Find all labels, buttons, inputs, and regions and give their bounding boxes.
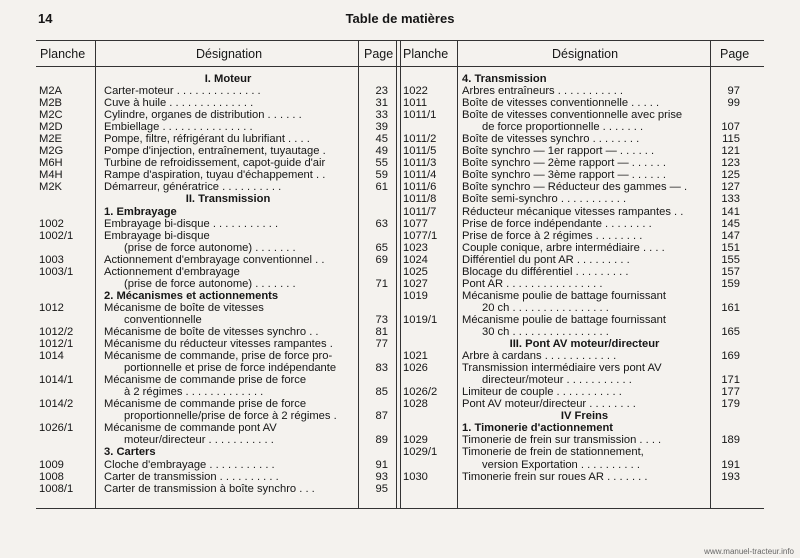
page-ref: 71 (375, 277, 388, 290)
designation-text: Mécanisme de boîte de vitesses (104, 301, 264, 314)
section-heading: III. Pont AV moteur/directeur (509, 338, 660, 351)
page-ref: 147 (721, 229, 740, 242)
designation-text: Couple conique, arbre intermédiaire . . . . (462, 241, 665, 254)
designation-text: de force proportionnelle . . . . . . . (482, 121, 644, 134)
designation-text: Arbres entraîneurs . . . . . . . . . . . (462, 85, 624, 98)
designation-text: Boîte synchro — 2ème rapport — . . . . . . (462, 157, 666, 170)
planche-code: 1019 (403, 289, 428, 302)
planche-code: M2D (39, 121, 63, 134)
designation-text: Pont AV moteur/directeur . . . . . . . . (462, 398, 636, 411)
planche-code: 1003/1 (39, 265, 74, 278)
designation-text: Mécanisme de commande prise de force (104, 374, 307, 387)
page-ref: 191 (721, 458, 740, 471)
planche-code: 1019/1 (403, 313, 438, 326)
planche-code: 1077 (403, 217, 428, 230)
page-ref: 65 (375, 241, 388, 254)
planche-code: 1024 (403, 253, 428, 266)
designation-text: Cylindre, organes de distribution . . . . . . (104, 109, 302, 122)
designation-text: Boîte de vitesses conventionnelle avec prise (462, 109, 683, 122)
designation-text: Pompe, filtre, réfrigérant du lubrifiant . . . . (104, 133, 310, 146)
designation-text: Arbre à cardans . . . . . . . . . . . . (462, 350, 617, 363)
designation-text: Embiellage . . . . . . . . . . . . . . . (104, 121, 253, 134)
page-ref: 49 (375, 145, 388, 158)
designation-text: 20 ch . . . . . . . . . . . . . . . . (482, 301, 609, 314)
subsection-heading: 2. Mécanismes et actionnements (104, 289, 279, 302)
planche-code: 1003 (39, 253, 64, 266)
column-divider (396, 40, 397, 508)
page-number: 14 (38, 11, 53, 26)
page-ref: 133 (721, 193, 740, 206)
page-ref: 87 (375, 410, 388, 423)
planche-code: 1023 (403, 241, 428, 254)
planche-code: 1027 (403, 277, 428, 290)
subsection-heading: 3. Carters (104, 446, 156, 459)
page-ref: 99 (727, 97, 740, 110)
planche-code: M2C (39, 109, 63, 122)
designation-text: Cuve à huile . . . . . . . . . . . . . . (104, 97, 254, 110)
page-ref: 85 (375, 386, 388, 399)
page-ref: 179 (721, 398, 740, 411)
designation-text: version Exportation . . . . . . . . . . (482, 458, 640, 471)
planche-code: 1011/2 (403, 133, 437, 146)
designation-text: Prise de force à 2 régimes . . . . . . . . (462, 229, 643, 242)
header-designation-right: Désignation (552, 47, 619, 61)
page-title: Table de matières (345, 11, 455, 26)
page-ref: 125 (721, 169, 740, 182)
planche-code: 1014/1 (39, 374, 74, 387)
designation-text: Carter de transmission . . . . . . . . . . (104, 470, 279, 483)
designation-text: Pompe d'injection, entraînement, tuyautage . (104, 145, 326, 158)
planche-code: M2B (39, 97, 63, 110)
subsection-heading: 1. Embrayage (104, 205, 177, 218)
header-designation-left: Désignation (196, 47, 263, 61)
page-ref: 63 (375, 217, 388, 230)
planche-code: 1014/2 (39, 398, 74, 411)
planche-code: 1011/6 (403, 181, 437, 194)
designation-text: Prise de force indépendante . . . . . . . . (462, 217, 652, 230)
page-ref: 59 (375, 169, 388, 182)
designation-text: Carter de transmission à boîte synchro . . . (104, 482, 315, 495)
page-ref: 81 (375, 325, 388, 338)
planche-code: M2E (39, 133, 63, 146)
designation-text: (prise de force autonome) . . . . . . . (124, 241, 296, 254)
page-ref: 121 (721, 145, 740, 158)
designation-text: Timonerie frein sur roues AR . . . . . . . (462, 470, 648, 483)
designation-text: Mécanisme de boîte de vitesses synchro . . (104, 325, 319, 338)
page-ref: 23 (375, 85, 388, 98)
designation-text: (prise de force autonome) . . . . . . . (124, 277, 296, 290)
designation-text: à 2 régimes . . . . . . . . . . . . . (124, 386, 264, 399)
website-watermark: www.manuel-tracteur.info (704, 547, 794, 556)
planche-code: 1011/5 (403, 145, 437, 158)
planche-code: 1026 (403, 362, 428, 375)
planche-code: 1012 (39, 301, 64, 314)
page-ref: 55 (375, 157, 388, 170)
page-ref: 95 (375, 482, 388, 495)
page-ref: 91 (375, 458, 388, 471)
planche-code: 1014 (39, 350, 64, 363)
page-ref: 73 (375, 313, 388, 326)
planche-code: 1011/4 (403, 169, 437, 182)
designation-text: Rampe d'aspiration, tuyau d'échappement . . (104, 169, 326, 182)
planche-code: 1029 (403, 434, 428, 447)
page-ref: 165 (721, 325, 740, 338)
planche-code: M6H (39, 157, 63, 170)
planche-code: M2A (39, 85, 63, 98)
planche-code: 1011/3 (403, 157, 437, 170)
designation-text: conventionnelle (124, 313, 202, 326)
designation-text: proportionnelle/prise de force à 2 régimes . (124, 410, 337, 423)
page-ref: 157 (721, 265, 740, 278)
designation-text: Différentiel du pont AR . . . . . . . . . (462, 253, 630, 266)
column-divider (457, 40, 458, 508)
page-ref: 89 (375, 434, 388, 447)
page-ref: 69 (375, 253, 388, 266)
planche-code: 1008 (39, 470, 64, 483)
subsection-heading: 4. Transmission (462, 73, 547, 85)
designation-text: Limiteur de couple . . . . . . . . . . . (462, 386, 622, 399)
designation-text: portionnelle et prise de force indépendante (124, 362, 337, 375)
designation-text: Boîte de vitesses synchro . . . . . . . . (462, 133, 640, 146)
planche-code: 1011/8 (403, 193, 437, 206)
designation-text: Boîte de vitesses conventionnelle . . . . . (462, 97, 660, 110)
page-ref: 127 (721, 181, 740, 194)
planche-code: 1022 (403, 85, 428, 98)
planche-code: 1030 (403, 470, 428, 483)
header-page-right: Page (720, 47, 750, 61)
designation-text: Turbine de refroidissement, capot-guide d'air (104, 157, 326, 170)
planche-code: 1011/7 (403, 205, 437, 218)
page-ref: 177 (721, 386, 740, 399)
designation-text: Mécanisme de commande pont AV (104, 422, 277, 435)
header-planche-right: Planche (403, 47, 449, 61)
page-ref: 161 (721, 301, 740, 314)
planche-code: 1029/1 (403, 446, 438, 459)
planche-code: M2G (39, 145, 64, 158)
table-bottom-rule (36, 508, 764, 509)
designation-text: Réducteur mécanique vitesses rampantes . . (462, 205, 684, 218)
designation-text: Blocage du différentiel . . . . . . . . . (462, 265, 629, 278)
page-ref: 39 (375, 121, 388, 134)
designation-text: Boîte synchro — Réducteur des gammes — . (462, 181, 688, 194)
page-ref: 151 (721, 241, 740, 254)
page-ref: 93 (375, 470, 388, 483)
designation-text: Boîte semi-synchro . . . . . . . . . . . (462, 193, 627, 206)
page-ref: 159 (721, 277, 740, 290)
planche-code: 1009 (39, 458, 64, 471)
page-ref: 61 (375, 181, 388, 194)
page-ref: 169 (721, 350, 740, 363)
planche-code: 1011/1 (403, 109, 437, 122)
designation-text: Timonerie de frein sur transmission . . . . (462, 434, 662, 447)
designation-text: 30 ch . . . . . . . . . . . . . . . . (482, 325, 609, 338)
page-ref: 97 (727, 85, 740, 98)
designation-text: Boîte synchro — 1er rapport — . . . . . . (462, 145, 655, 158)
designation-text: Actionnement d'embrayage conventionnel . . (104, 253, 325, 266)
subsection-heading: 1. Timonerie d'actionnement (462, 422, 614, 435)
header-planche-left: Planche (40, 47, 86, 61)
page-ref: 115 (722, 133, 740, 146)
designation-text: Carter-moteur . . . . . . . . . . . . . . (104, 85, 261, 98)
designation-text: Cloche d'embrayage . . . . . . . . . . . (104, 458, 275, 471)
section-heading: I. Moteur (204, 73, 252, 85)
page-ref: 155 (721, 253, 740, 266)
page-ref: 45 (375, 133, 388, 146)
planche-code: 1026/1 (39, 422, 74, 435)
page-ref: 123 (721, 157, 740, 170)
designation-text: Démarreur, génératrice . . . . . . . . . . (104, 181, 282, 194)
designation-text: Actionnement d'embrayage (104, 265, 240, 278)
column-divider (400, 40, 401, 508)
planche-code: 1021 (403, 350, 428, 363)
header-page-left: Page (364, 47, 394, 61)
section-heading: IV Freins (560, 410, 609, 423)
designation-text: moteur/directeur . . . . . . . . . . . (124, 434, 274, 447)
planche-code: 1012/1 (39, 338, 74, 351)
designation-text: Mécanisme du réducteur vitesses rampantes . (104, 338, 333, 351)
designation-text: Embrayage bi-disque (104, 229, 210, 242)
designation-text: Transmission intermédiaire vers pont AV (462, 362, 662, 375)
designation-text: Embrayage bi-disque . . . . . . . . . . . (104, 217, 279, 230)
planche-code: 1002 (39, 217, 64, 230)
planche-code: 1011 (403, 97, 428, 110)
page-ref: 107 (721, 121, 740, 134)
planche-code: 1008/1 (39, 482, 74, 495)
page-ref: 83 (375, 362, 388, 375)
page-ref: 145 (721, 217, 740, 230)
planche-code: M4H (39, 169, 63, 182)
planche-code: 1026/2 (403, 386, 438, 399)
planche-code: 1002/1 (39, 229, 74, 242)
page-ref: 141 (721, 205, 740, 218)
designation-text: Mécanisme de commande prise de force (104, 398, 307, 411)
page-ref: 77 (375, 338, 388, 351)
planche-code: 1025 (403, 265, 428, 278)
designation-text: Pont AR . . . . . . . . . . . . . . . . (462, 277, 603, 290)
designation-text: Mécanisme poulie de battage fournissant (462, 313, 666, 326)
planche-code: 1028 (403, 398, 428, 411)
planche-code: 1012/2 (39, 325, 74, 338)
page-ref: 33 (375, 109, 388, 122)
designation-text: Mécanisme de commande, prise de force pro- (104, 350, 333, 363)
section-heading: II. Transmission (185, 193, 271, 206)
designation-text: directeur/moteur . . . . . . . . . . . (482, 374, 632, 387)
page-ref: 189 (721, 434, 740, 447)
page-ref: 171 (721, 374, 740, 387)
planche-code: 1077/1 (403, 229, 438, 242)
column-divider (95, 40, 96, 508)
page-ref: 193 (721, 470, 740, 483)
designation-text: Mécanisme poulie de battage fournissant (462, 289, 666, 302)
designation-text: Boîte synchro — 3ème rapport — . . . . . . (462, 169, 666, 182)
page-ref: 31 (375, 97, 388, 110)
planche-code: M2K (39, 181, 63, 194)
designation-text: Timonerie de frein de stationnement, (462, 446, 644, 459)
